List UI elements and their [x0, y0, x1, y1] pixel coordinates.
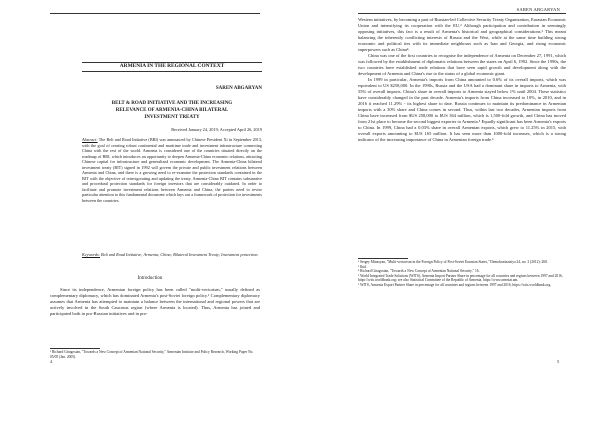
right-body-text: [358, 17, 566, 143]
left-footnote: ¹ Richard Giragosian, "Towards a New Concept of Armenian National Security," Armenian Institute and Policy Research, Working Paper No. 05/05 (Jan. 2005).: [50, 350, 254, 359]
section-title: ARMENIA IN THE REGIONAL CONTEXT: [119, 63, 225, 69]
keywords-text: Belt and Road Initiative; Armenia; China; Bilateral Investment Treaty; Investment protection.: [100, 252, 259, 257]
right-page-number: 5: [557, 359, 560, 364]
left-page-number: 4: [50, 359, 53, 364]
footnote-3: ³ Ibid.: [358, 264, 367, 269]
body-paragraph-3: In 1999 in particular, Armenia's imports from China amounted to 0.6% of its overall imports, which was equivalent to US $258,000. In the 1990s, Russia and the USA had a dominant share in imports to Armenia, with 55% of overall imports. China's share in overall imports to Armenia stayed below 1% until 2004. These statistics have considerably changed in the past decade. Armenia's imports from China increased to 10%, in 2010, and in 2016 it reached 11.29% - its highest share to date. Russia continues to maintain its predominance in Armenian imports with a 30% share and China comes in second. Thus, within last two decades, Armenian imports from China have increased from $US 258,000 to $US 364 million, which is 1,500-fold growth, and China has moved from 21st place to become the second biggest exporter to Armenia.⁵ Equally significant has been Armenia's exports to China. In 1999, China had a 0.03% share in overall Armenian exports, which grew to 11.25% in 2015, with overall exports amounting to $US 165 million. It has seen more than 1000-fold increases, which is a strong indicator of the increasing importance of China in Armenian foreign trade.⁶: [358, 77, 566, 142]
section-rule-bottom: [82, 71, 262, 72]
body-paragraph-1: Western initiatives, by becoming a part of Russian-led Collective Security Treaty Organization, Eurasian Economic Union and intensifying its cooperation with the EU.² Although participation and contribution in seemingly opposing initiatives, this fact is a result of Armenia's historical and geographical considerations.³ This meant balancing the inherently conflicting interests of Russia and the West, while at the same time building strong economic and political ties with its immediate neighbours such as Iran and Georgia, and rising economic superpowers such as China⁴.: [358, 17, 566, 52]
abstract-label: Abstract:: [82, 137, 98, 142]
footnote-5: ⁵ World Integrated Trade Solutions (WITS), Armenia Import Partner Share in percentage for all countries and regions between 1997 and 2016, https://wits.worldbank.org; see also Statistical Committee of the Republic of Armenia, https://www.armstat.am.: [358, 273, 563, 283]
footnote-6: ⁶ WITS, Armenia Export Partner Share in percentage for all countries and regions between 1997 and 2016, https://wits.worldbank.org.: [358, 282, 552, 287]
author-name: SAREN ABGARYAN: [215, 86, 262, 91]
received-dates: Received January 24, 2019; Accepted April 26, 2019: [171, 127, 262, 132]
abstract-text: The Belt and Road Initiative (BRI) was announced by Chinese President Xi in September 2013, with the goal of creating robust continental and maritime trade and investment infrastructure connecting China with the rest of the world. Armenia is considered one of the countries situated directly on the roadmap of BRI, which introduces an opportunity to deepen Armenia-China economic relations, attracting Chinese capital for infrastructure and generalized economic development. The Armenia-China bilateral investment treaty (BIT) signed in 1992 will govern the private and public investment relations between Armenia and China, and there is a growing need to re-examine the protection standards contained in the BIT with the objective of reinvigorating and updating the treaty. Armenia-China BIT contains substantive and procedural protection standards for foreign investors that are considerably outdated. In order to facilitate and promote investment relations between Armenia and China, the parties need to revise particular attention to this fundamental document which lays out a framework of protection for investments between the countries.: [82, 137, 263, 203]
abstract: [82, 137, 262, 203]
keywords: [82, 252, 262, 258]
introduction-heading: Introduction: [137, 276, 163, 281]
article-title-line-2: RELEVANCE OF ARMENIA-CHINA BILATERAL: [115, 108, 229, 113]
keywords-label: Keywords:: [82, 252, 100, 257]
article-title-line-3: INVESTMENT TREATY: [144, 115, 200, 120]
footnote-2: ² Sergey Minasyan, "Multi-vectorism in the Foreign Policy of Post-Soviet Eurasian States," Demokratizatsiya 24, no. 3 (2012): 268.: [358, 260, 548, 264]
right-footnote-rule: [358, 258, 408, 259]
running-header: SAREN ABGARYAN: [516, 7, 560, 12]
right-page: [300, 0, 600, 424]
right-footnotes: [358, 260, 566, 288]
article-title: [82, 100, 262, 121]
body-paragraph-2: China was one of the first countries to recognise the independence of Armenia on December 27, 1991, which was followed by the establishment of diplomatic relations between the states on April 6, 1992. Since the 1990s, the two countries have established trade relations that have seen rapid growth and development along with the development of Armenia and China's rise to the status of a global economic giant.: [358, 53, 566, 76]
article-title-line-1: BELT & ROAD INITIATIVE AND THE INCREASING: [111, 101, 233, 106]
introduction-text: Since its independence, Armenian foreign policy has been called "multi-vectorism," usually defined as complementary diplomacy, which has dominated Armenia's post-Soviet foreign policy.¹ Complementary diplomacy assumes that Armenia has attempted to maintain a balance between the international and regional powers that are actively involved in the South Caucasus region (where Armenia is located). Thus, Armenia has joined and participated both in pro-Russian initiatives and in pro-: [50, 287, 260, 316]
footnote-4: ⁴ Richard Giragosian, "Towards a New Concept of Armenian National Security," 16.: [358, 269, 480, 274]
right-header-rule: [358, 13, 566, 14]
left-header-rule: [50, 13, 260, 14]
left-footnote-rule: [50, 348, 100, 349]
